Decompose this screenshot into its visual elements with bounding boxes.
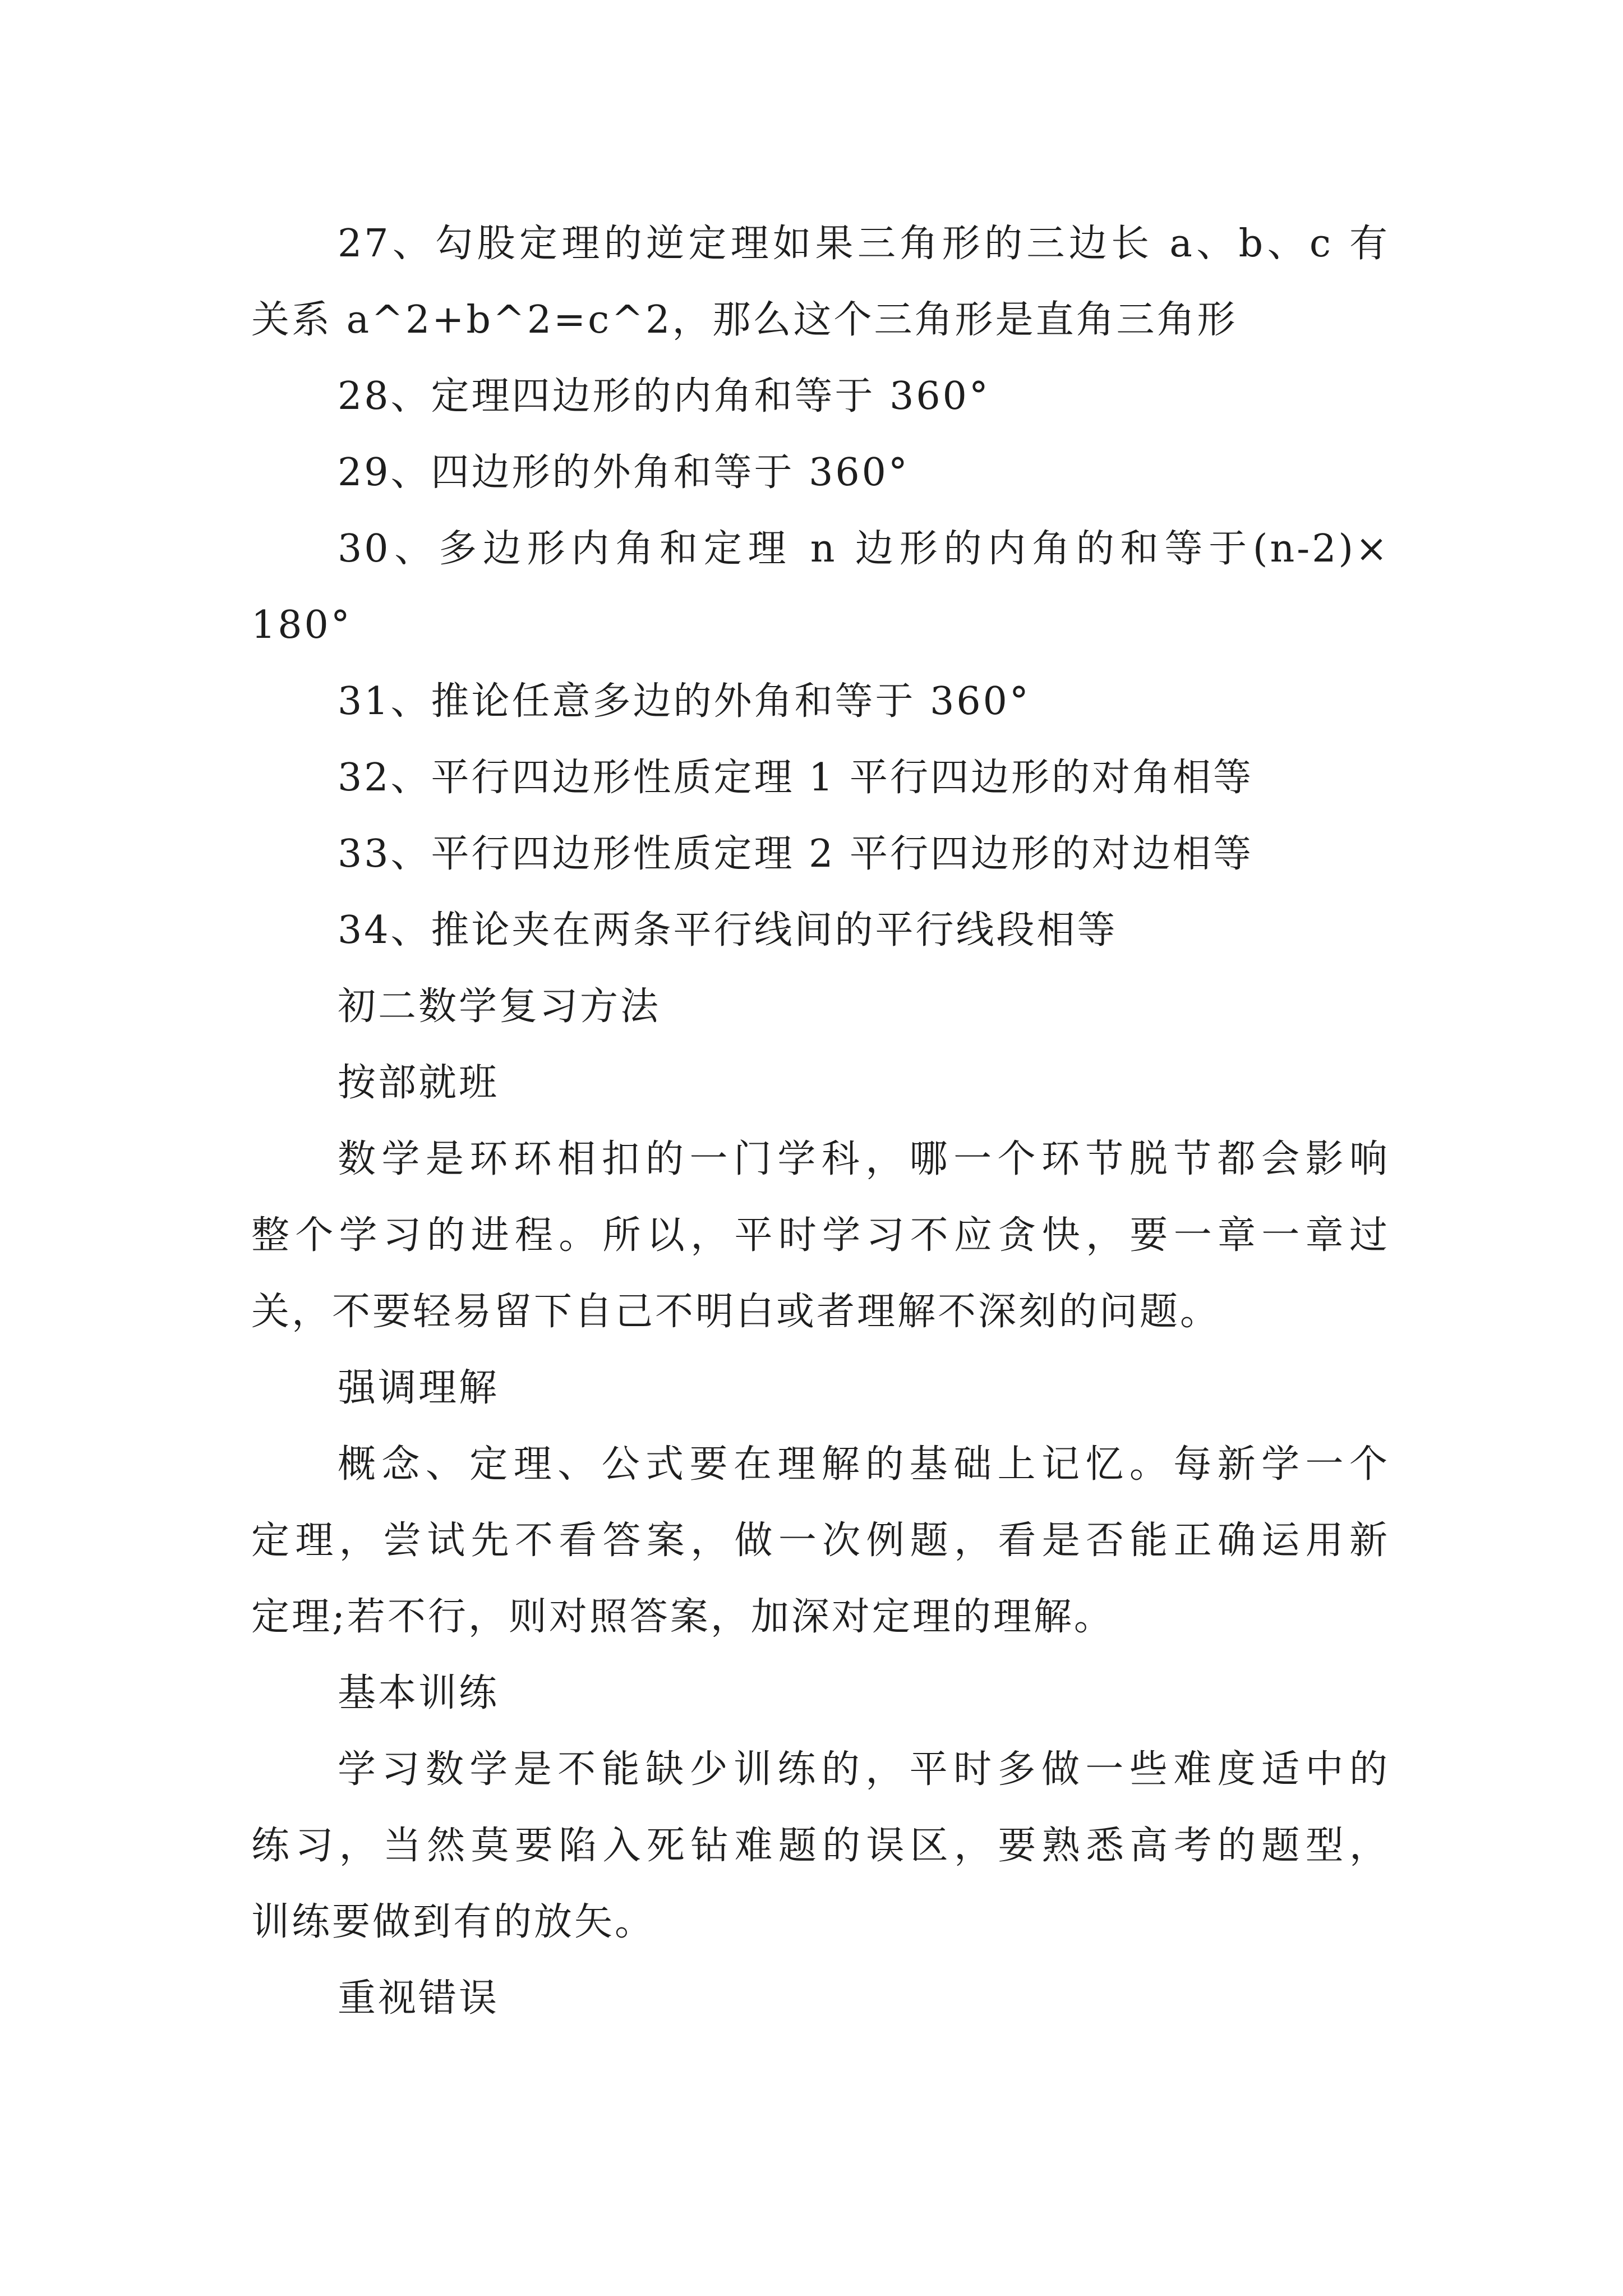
- section-heading: 初二数学复习方法: [338, 984, 661, 1029]
- subheading: 基本训练: [338, 1671, 500, 1715]
- subheading: 强调理解: [338, 1366, 500, 1410]
- paragraph-line: 180°: [251, 603, 352, 647]
- paragraph-line: 练习，当然莫要陷入死钻难题的误区，要熟悉高考的题型，: [251, 1824, 1390, 1868]
- paragraph-line-29: 29、四边形的外角和等于 360°: [338, 450, 910, 495]
- paragraph-line-28: 28、定理四边形的内角和等于 360°: [338, 374, 990, 418]
- paragraph-line: 训练要做到有的放矢。: [251, 1900, 656, 1944]
- paragraph-line: 定理，尝试先不看答案，做一次例题，看是否能正确运用新: [251, 1519, 1390, 1563]
- subheading: 按部就班: [338, 1061, 500, 1105]
- paragraph-line: 关系 a^2+b^2=c^2，那么这个三角形是直角三角形: [251, 298, 1238, 342]
- paragraph-line-30: 30、多边形内角和定理 n 边形的内角的和等于(n-2)×: [338, 527, 1390, 571]
- paragraph-line: 整个学习的进程。所以，平时学习不应贪快，要一章一章过: [251, 1213, 1390, 1258]
- paragraph-line: 概念、定理、公式要在理解的基础上记忆。每新学一个: [338, 1442, 1390, 1487]
- paragraph-line-27: 27、勾股定理的逆定理如果三角形的三边长 a、b、c 有: [338, 222, 1390, 266]
- paragraph-line: 定理;若不行，则对照答案，加深对定理的理解。: [251, 1595, 1114, 1639]
- subheading: 重视错误: [338, 1976, 500, 2021]
- paragraph-line: 学习数学是不能缺少训练的，平时多做一些难度适中的: [338, 1747, 1390, 1792]
- paragraph-line: 数学是环环相扣的一门学科，哪一个环节脱节都会影响: [338, 1137, 1390, 1181]
- paragraph-line: 关，不要轻易留下自己不明白或者理解不深刻的问题。: [251, 1290, 1221, 1334]
- paragraph-line-34: 34、推论夹在两条平行线间的平行线段相等: [338, 908, 1118, 953]
- paragraph-line-33: 33、平行四边形性质定理 2 平行四边形的对边相等: [338, 832, 1254, 876]
- paragraph-line-31: 31、推论任意多边的外角和等于 360°: [338, 679, 1031, 724]
- paragraph-line-32: 32、平行四边形性质定理 1 平行四边形的对角相等: [338, 756, 1254, 800]
